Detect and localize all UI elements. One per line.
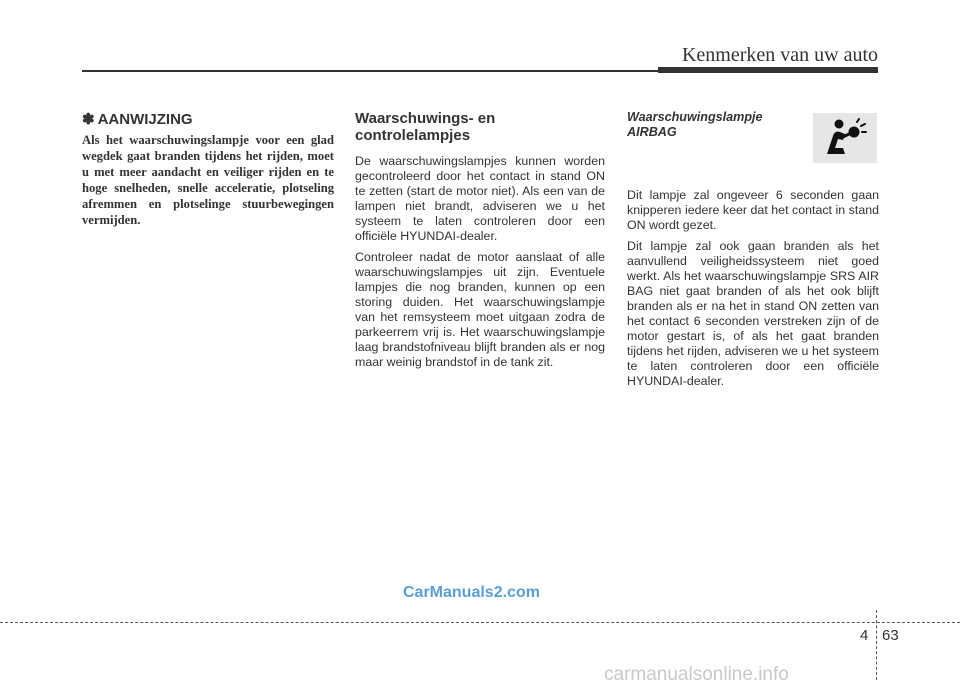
airbag-title: Waarschuwingslampje AIRBAG [627, 110, 763, 139]
watermark-logo: CarManuals2.com [403, 584, 540, 601]
paragraph: Controleer nadat de motor aanslaat of alle waarschuwingslampjes uit zijn. Eventuele lampjes die nog branden, kunnen op een storing duiden. Het waarschuwingslampje van het remsysteem moet uitgaan zodra de parkeerrem vrij is. Het waarschuwingslampje laag brandstofniveau blijft branden als er nog maar weinig brandstof in de tank zit. [355, 250, 605, 369]
page-number: 63 [882, 627, 899, 644]
page-number-divider [876, 610, 877, 680]
airbag-warning-icon-svg [823, 118, 867, 158]
asterisk-icon: ✽ [82, 111, 95, 128]
paragraph: Dit lampje zal ongeveer 6 seconden gaan knipperen iedere keer dat het contact in stand ON wordt gezet. [627, 188, 879, 232]
page-header-title: Kenmerken van uw auto [681, 44, 878, 66]
airbag-warning-icon [813, 113, 877, 163]
airbag-column [627, 110, 879, 395]
section-heading: Waarschuwings- en controlelampjes [355, 110, 496, 144]
note-text: Als het waarschuwingslampje voor een glad wegdek gaat branden tijdens het rijden, moet u met meer aandacht en veiliger rijden en te hoge snelheden, snelle acceleratie, plotseling afremmen en plotselinge stuurbewegingen vermijden. [82, 133, 334, 227]
section-number: 4 [860, 627, 869, 644]
note-heading [82, 110, 334, 128]
paragraph: De waarschuwingslampjes kunnen worden gecontroleerd door het contact in stand ON te zetten (start de motor niet). Als een van de lampen niet brandt, adviseren we u het systeem te laten controleren door een officiële HYUNDAI-dealer. [355, 154, 605, 243]
site-watermark: carmanualsonline.info [604, 664, 789, 685]
note-column [82, 110, 334, 228]
footer-rule [0, 622, 960, 623]
header-rule-accent [658, 67, 878, 73]
note-heading-label: AANWIJZING [97, 110, 193, 128]
paragraph: Dit lampje zal ook gaan branden als het aanvullend veiligheidssysteem niet goed werkt. Als het waarschuwingslampje SRS AIR BAG niet gaat branden of als het ook blijft branden als er na het in stand ON zetten van het contact 6 seconden verstreken zijn of de motor gestart is, of als het gaat branden tijdens het rijden, adviseren we u het systeem te laten controleren door een officiële HYUNDAI-dealer. [627, 239, 879, 388]
warnings-column [355, 110, 605, 376]
